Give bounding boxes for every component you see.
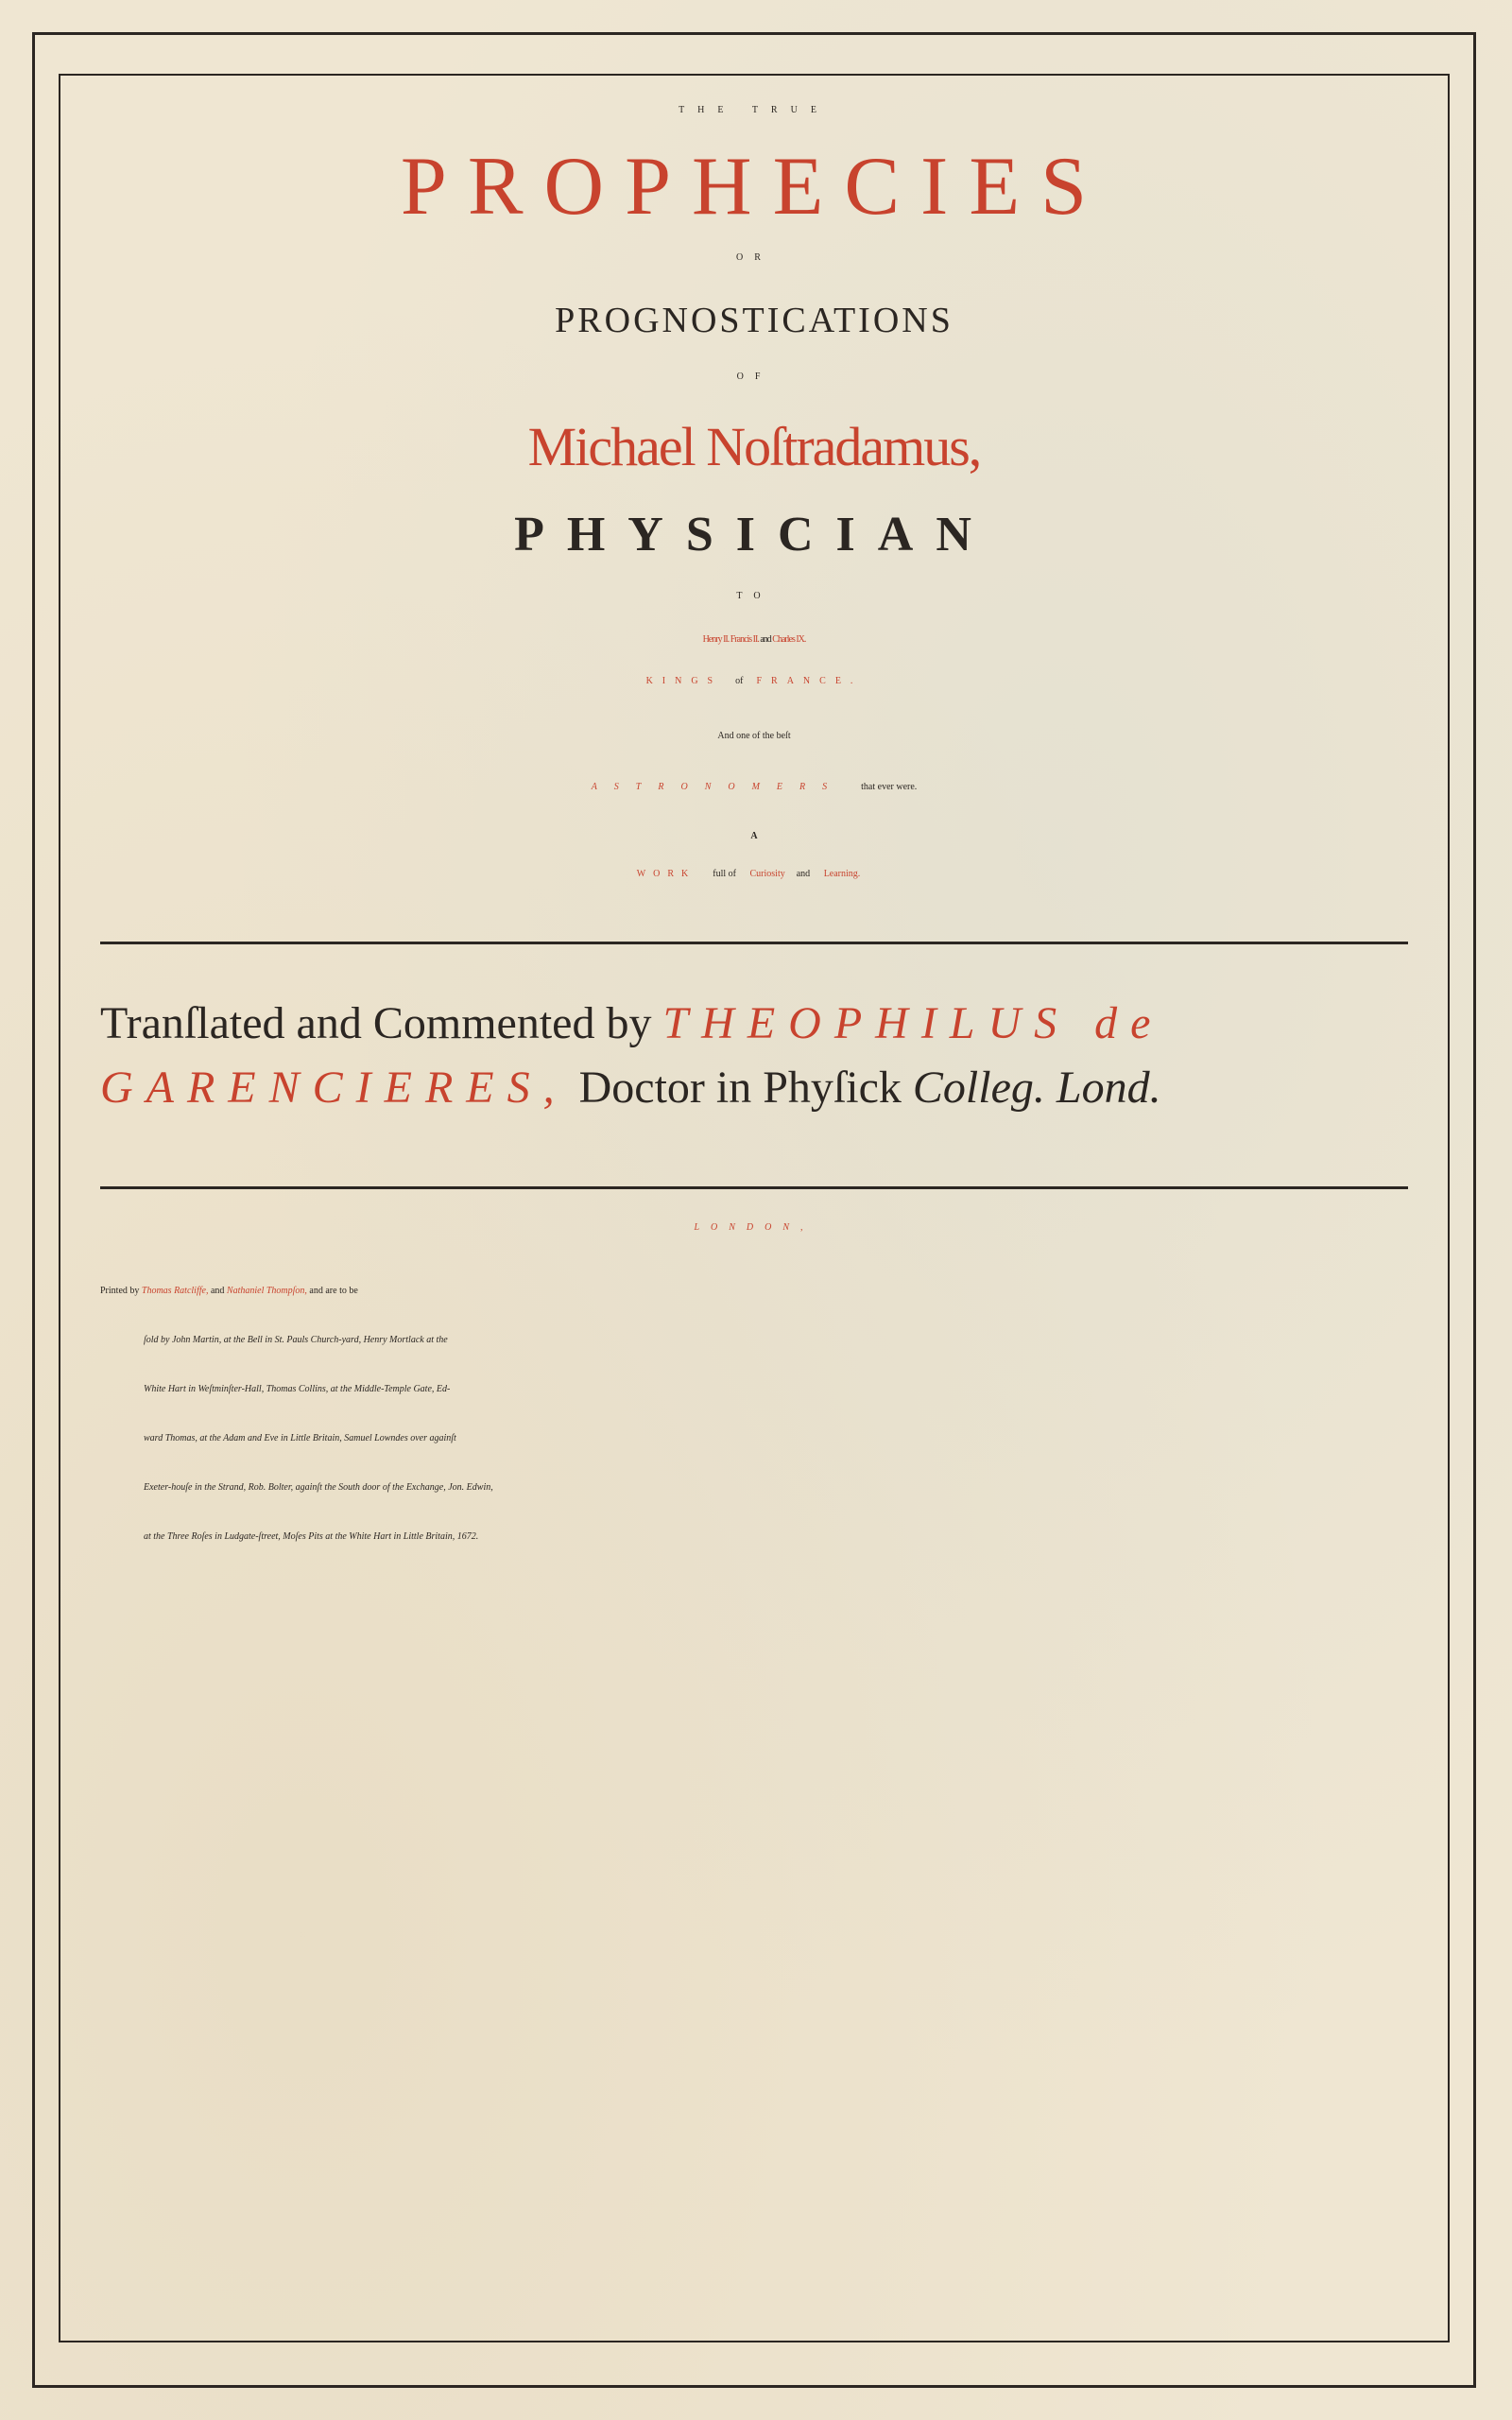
translator-block — [96, 992, 1412, 1120]
translator-prefix: Tranſlated and Commented by — [100, 998, 652, 1048]
prophecies-heading: PROPHECIES — [400, 141, 1108, 233]
physician-heading: PHYSICIAN — [514, 508, 994, 562]
kings-of-france-line — [96, 677, 1412, 686]
learning-word: Learning. — [823, 869, 861, 879]
kings-word: KINGS — [645, 676, 723, 686]
printer-1: Thomas Ratcliffe, — [141, 1286, 209, 1296]
imprint-line: Exeter-houſe in the Strand, Rob. Bolter, againſt the South door of the Exchange, Jon. Edwin, — [144, 1482, 493, 1493]
imprint-line: ward Thomas, at the Adam and Eve in Little Britain, Samuel Lowndes over againſt — [144, 1433, 456, 1443]
imprint-place: LONDON, — [694, 1222, 815, 1233]
sold-by: and are to be — [309, 1286, 358, 1296]
printed-by: Printed by — [100, 1286, 140, 1296]
of-word: OF — [736, 372, 772, 382]
imprint-block — [96, 1267, 1412, 1562]
that-ever-were: that ever were. — [861, 782, 918, 792]
title-page-content — [59, 74, 1450, 2342]
translator-suffix-2: Colleg. Lond. — [912, 1063, 1161, 1113]
imprint-first-line — [100, 1267, 1408, 1316]
imprint-line: at the Three Roſes in Ludgate-ſtreet, Moſes Pits at the White Hart in Little Britain, 1672. — [144, 1531, 479, 1542]
printer-2: Nathaniel Thompſon, — [226, 1286, 307, 1296]
of-small: of — [735, 676, 744, 686]
kings-names-line — [96, 635, 1412, 645]
prognostications-heading: PROGNOSTICATIONS — [555, 301, 954, 340]
author-name: Michael Noſtradamus, — [527, 416, 981, 477]
imprint-line: White Hart in Weſtminſter-Hall, Thomas Collins, at the Middle-Temple Gate, Ed- — [144, 1384, 451, 1394]
the-true-heading: THE TRUE — [679, 105, 830, 115]
a-word: A — [750, 831, 758, 841]
full-of: full of — [713, 869, 736, 879]
and-word-2: and — [796, 869, 811, 879]
divider-rule-2 — [100, 1186, 1408, 1189]
one-of-best-line: And one of the beſt — [717, 731, 791, 741]
king-charles: Charles IX. — [772, 634, 806, 645]
translator-name-2: GARENCIERES, — [100, 1063, 568, 1113]
astronomers-word: ASTRONOMERS — [591, 782, 845, 792]
translator-name-1: THEOPHILUS de — [662, 998, 1164, 1048]
france-word: FRANCE. — [756, 676, 863, 686]
astronomers-line — [96, 783, 1412, 792]
imprint-line: ſold by John Martin, at the Bell in St. Pauls Church-yard, Henry Mortlack at the — [144, 1335, 448, 1345]
king-henry: Henry II. — [702, 634, 730, 645]
translator-suffix-1: Doctor in Phyſick — [578, 1063, 902, 1113]
divider-rule-1 — [100, 942, 1408, 944]
or-word: OR — [736, 252, 772, 263]
and-word: and — [760, 634, 771, 645]
work-line — [96, 870, 1412, 879]
printer-and: and — [210, 1286, 225, 1296]
curiosity-word: Curiosity — [749, 869, 785, 879]
work-word: WORK — [636, 869, 696, 879]
to-word: TO — [736, 591, 772, 601]
king-francis: Francis II. — [730, 634, 759, 645]
